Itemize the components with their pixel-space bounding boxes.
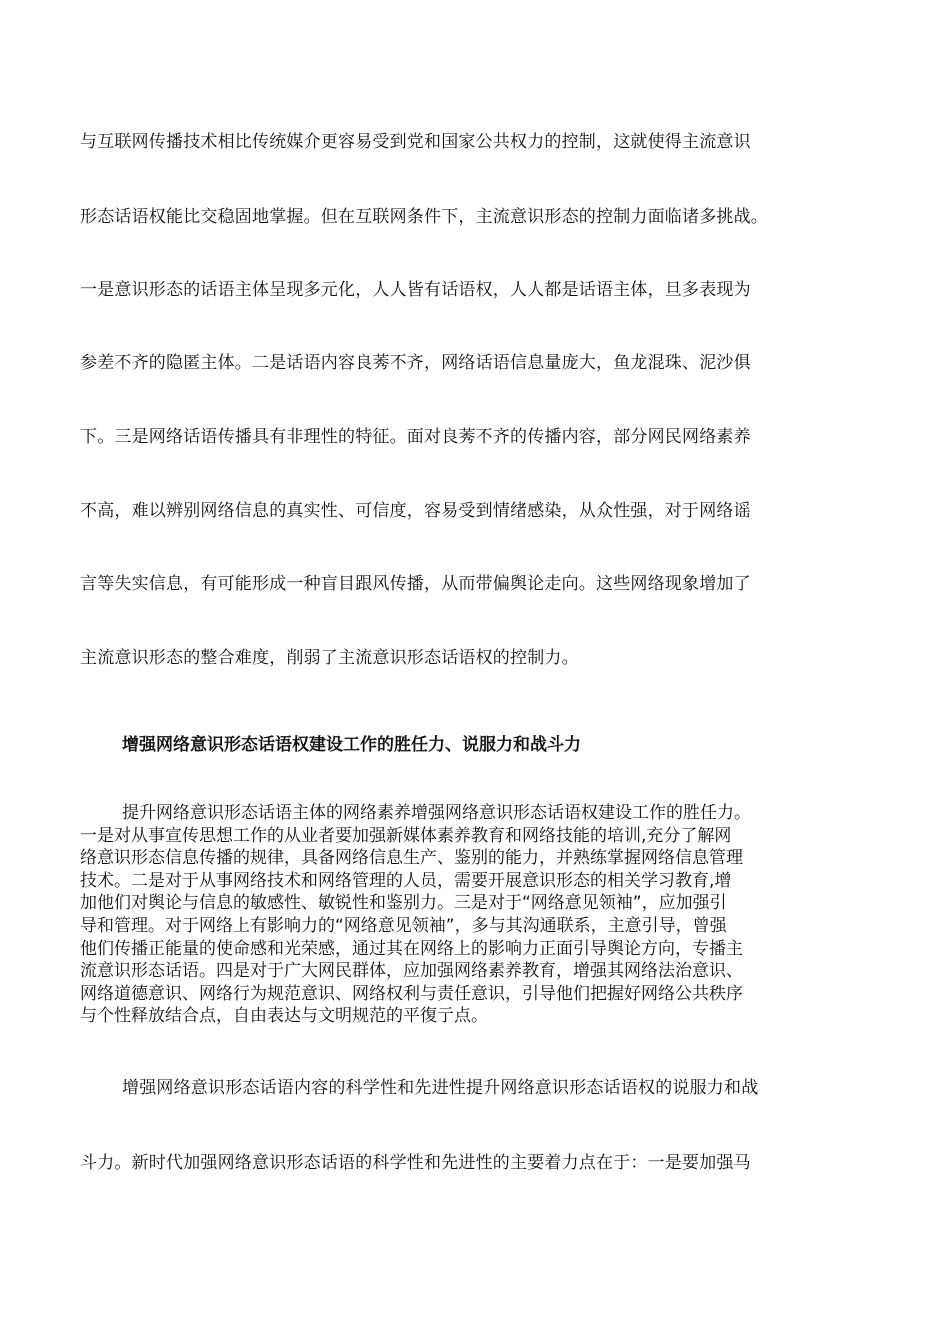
paragraph-2-line: 一是对从事宣传思想工作的从业者要加强新媒体素养教育和网络技能的培训,充分了解网 (80, 825, 732, 846)
paragraph-1-line: 下。三是网络话语传播具有非理性的特征。面对良莠不齐的传播内容，部分网民网络素养 (80, 427, 751, 447)
paragraph-2-line: 导和管理。对于网络上有影响力的“网络意见领袖”，多与其沟通联系，主意引导，曾强 (80, 915, 727, 936)
paragraph-3-line: 斗力。新时代加强网络意识形态话语的科学性和先进性的主要着力点在于：一是要加强马 (80, 1153, 751, 1173)
paragraph-1-line: 言等失实信息，有可能形成一种盲目跟风传播，从而带偏舆论走向。这些网络现象增加了 (80, 574, 751, 594)
paragraph-2-line: 与个性释放结合点，自由表达与文明规范的平復亍点。 (80, 1006, 488, 1027)
paragraph-1-line: 形态话语权能比交稳固地掌握。但在互联网条件下，主流意识形态的控制力面临诸多挑战。 (80, 207, 768, 227)
section-heading: 增强网络意识形态话语权建设工作的胜任力、说服力和战斗力 (122, 735, 581, 755)
paragraph-2-line: 络意识形态信息传播的规律，具备网络信息生产、鉴别的能力，并熟练掌握网络信息管理 (80, 848, 743, 869)
paragraph-2-line: 流意识形态话语。四是对于广大网民群体，应加强网络素养教育，增强其网络法治意识、 (80, 961, 743, 982)
paragraph-2-line: 技术。二是对于从事网络技术和网络管理的人员，需要开展意识形态的相关学习教育,增 (80, 870, 732, 891)
paragraph-1-line: 参差不齐的隐匿主体。二是话语内容良莠不齐，网络话语信息量庞大，鱼龙混珠、泥沙俱 (80, 353, 751, 373)
paragraph-1-line: 一是意识形态的话语主体呈现多元化，人人皆有话语权，人人都是话语主体，旦多表现为 (80, 280, 751, 300)
paragraph-2-line: 他们传播正能量的使命感和光荣感，通过其在网络上的影响力正面引导舆论方向，专播主 (80, 938, 743, 959)
paragraph-2-line: 网络道德意识、网络行为规范意识、网络权利与责任意识，引导他们把握好网络公共秩序 (80, 983, 743, 1004)
paragraph-1-line: 与互联网传播技术相比传统媒介更容易受到党和国家公共权力的控制，这就使得主流意识 (80, 132, 751, 152)
paragraph-1-line: 主流意识形态的整合难度，削弱了主流意识形态话语权的控制力。 (80, 648, 579, 668)
paragraph-1-line: 不高，难以辨别网络信息的真实性、可信度，容易受到情绪感染，从众性强，对于网络谣 (80, 501, 751, 521)
paragraph-2-line: 提升网络意识形态话语主体的网络素养增强网络意识形态话语权建设工作的胜任力。 (122, 803, 751, 823)
paragraph-3-line: 增强网络意识形态话语内容的科学性和先进性提升网络意识形态话语权的说服力和战 (122, 1078, 759, 1098)
paragraph-2 (80, 802, 880, 1028)
paragraph-2-line: 加他们对舆论与信息的敏感性、敏锐性和鉴别力。三是对于“网络意见领袖”，应加强引 (80, 893, 727, 914)
